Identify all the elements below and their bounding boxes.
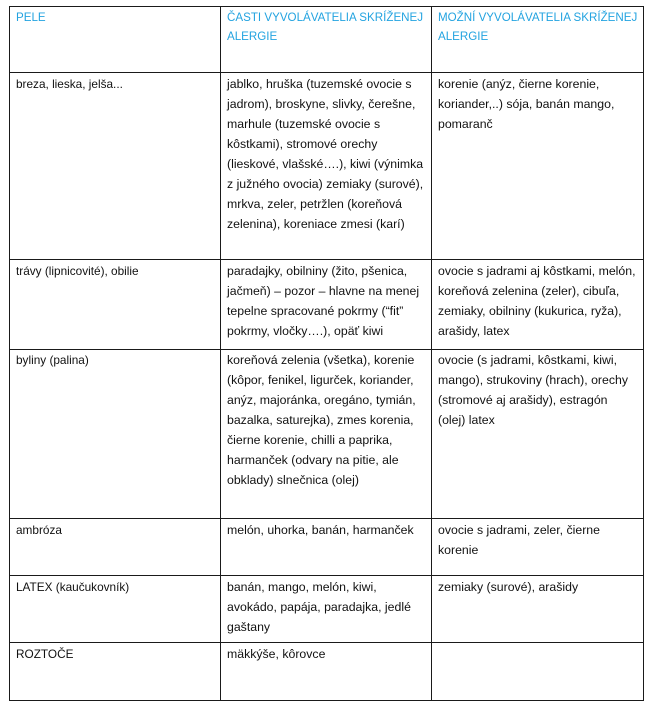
pollen-cell: LATEX (kaučukovník) [10, 576, 221, 643]
possible-cell: ovocie s jadrami aj kôstkami, melón, koreňová zelenina (zeler), cibuľa, zemiaky, obilniny (kukurica, ryža), arašidy, latex [432, 260, 644, 350]
table-row [10, 73, 644, 260]
document-page [9, 6, 643, 700]
cross-allergy-table [9, 6, 644, 701]
table-row [10, 576, 644, 643]
pollen-cell: ROZTOČE [10, 643, 221, 701]
frequent-cell: mäkkýše, kôrovce [221, 643, 432, 701]
header-pollen: PELE [10, 7, 221, 73]
pollen-cell: trávy (lipnicovité), obilie [10, 260, 221, 350]
frequent-cell: koreňová zelenia (všetka), korenie (kôpor, fenikel, ligurček, koriander, anýz, majoránka, oregáno, tymián, bazalka, saturejka), zmes korenia, čierne korenie, chilli a paprika, harmanček (odvary na pitie, ale obklady) slnečnica (olej) [221, 350, 432, 519]
frequent-cell: banán, mango, melón, kiwi, avokádo, papája, paradajka, jedlé gaštany [221, 576, 432, 643]
pollen-cell: ambróza [10, 519, 221, 576]
possible-cell: ovocie s jadrami, zeler, čierne korenie [432, 519, 644, 576]
header-frequent-triggers: ČASTI VYVOLÁVATELIA SKRÍŽENEJ ALERGIE [221, 7, 432, 73]
possible-cell: korenie (anýz, čierne korenie, koriander,..) sója, banán mango, pomaranč [432, 73, 644, 260]
frequent-cell: jablko, hruška (tuzemské ovocie s jadrom), broskyne, slivky, čerešne, marhule (tuzemské ovocie s kôstkami), stromové orechy (lieskové, vlašské….), kiwi (výnimka z južného ovocia) zemiaky (surové), mrkva, zeler, petržlen (koreňová zelenina), koreniace zmesi (karí) [221, 73, 432, 260]
header-possible-triggers: MOŽNÍ VYVOLÁVATELIA SKRÍŽENEJ ALERGIE [432, 7, 644, 73]
possible-cell: zemiaky (surové), arašidy [432, 576, 644, 643]
table-row [10, 260, 644, 350]
table-header-row [10, 7, 644, 73]
possible-cell: ovocie (s jadrami, kôstkami, kiwi, mango), strukoviny (hrach), orechy (stromové aj arašidy), estragón (olej) latex [432, 350, 644, 519]
pollen-cell: breza, lieska, jelša... [10, 73, 221, 260]
table-row [10, 519, 644, 576]
table-row [10, 350, 644, 519]
pollen-cell: byliny (palina) [10, 350, 221, 519]
frequent-cell: melón, uhorka, banán, harmanček [221, 519, 432, 576]
frequent-cell: paradajky, obilniny (žito, pšenica, jačmeň) – pozor – hlavne na menej tepelne spracované pokrmy (“fit” pokrmy, vločky….), opäť kiwi [221, 260, 432, 350]
table-row [10, 643, 644, 701]
possible-cell [432, 643, 644, 701]
